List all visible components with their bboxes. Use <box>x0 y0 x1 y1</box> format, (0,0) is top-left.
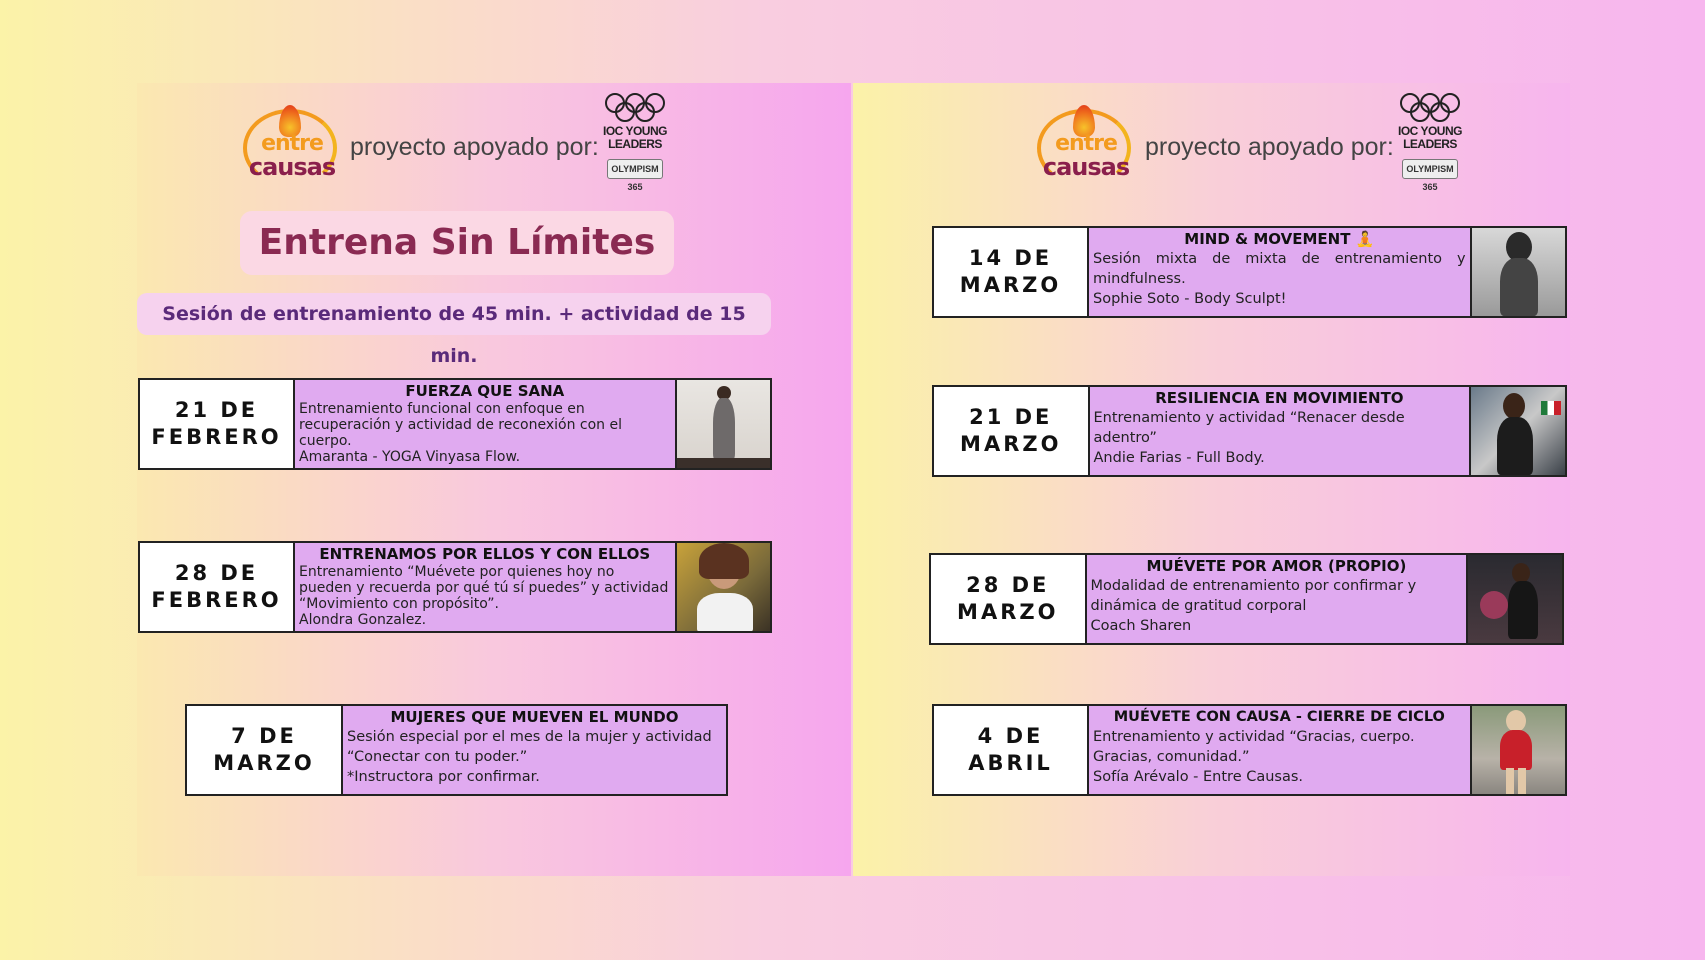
session-description: Sesión mixta de mixta de entrenamiento y mindfulness. <box>1093 251 1466 287</box>
session-card <box>932 704 1567 796</box>
session-description: Sesión especial por el mes de la mujer y actividad “Conectar con tu poder.” <box>347 729 712 765</box>
session-date: 21 DE MARZO <box>934 387 1090 475</box>
session-card <box>932 226 1567 318</box>
logo-text-causas: causas <box>1042 153 1130 181</box>
session-title: MUJERES QUE MUEVEN EL MUNDO <box>390 708 679 726</box>
instructor-photo <box>677 380 770 468</box>
instructor-photo <box>677 543 770 631</box>
olympic-rings-icon <box>1400 93 1460 121</box>
session-title: MUÉVETE CON CAUSA - CIERRE DE CICLO <box>1113 709 1445 725</box>
entre-causas-logo <box>241 105 341 187</box>
session-date: 7 DE MARZO <box>187 706 343 794</box>
instructor-photo <box>1468 555 1562 643</box>
session-description: Entrenamiento y actividad “Gracias, cuerpo. Gracias, comunidad.” <box>1093 729 1415 765</box>
session-date: 28 DE MARZO <box>931 555 1087 643</box>
session-instructor: Alondra Gonzalez. <box>299 612 427 628</box>
session-description: Entrenamiento “Muévete por quienes hoy no pueden y recuerda por qué tú sí puedes” y actividad “Movimiento con propósito”. <box>299 564 669 612</box>
instructor-photo <box>1472 228 1565 316</box>
session-instructor: Amaranta - YOGA Vinyasa Flow. <box>299 449 521 465</box>
ioc-label: IOC YOUNG LEADERS <box>603 124 667 151</box>
session-description: Entrenamiento y actividad “Renacer desde adentro” <box>1093 410 1405 446</box>
session-title: FUERZA QUE SANA <box>405 382 565 400</box>
session-date: 28 DE FEBRERO <box>140 543 295 631</box>
instructor-photo <box>1472 706 1565 794</box>
olympism-badge: OLYMPISM 365 <box>607 159 663 179</box>
header-right <box>853 93 1570 193</box>
session-title: MIND & MOVEMENT 🧘 <box>1184 230 1375 248</box>
ioc-label: IOC YOUNG LEADERS <box>1398 124 1462 151</box>
session-instructor: Sophie Soto - Body Sculpt! <box>1093 291 1287 307</box>
ioc-young-leaders-logo <box>1398 93 1462 193</box>
session-info <box>1087 555 1469 643</box>
logo-text-causas: causas <box>248 153 336 181</box>
right-panel <box>853 83 1570 876</box>
supported-by-text: proyecto apoyado por: <box>350 133 599 161</box>
session-info <box>295 380 677 468</box>
session-instructor: Sofía Arévalo - Entre Causas. <box>1093 769 1304 785</box>
supported-by-text: proyecto apoyado por: <box>1145 133 1394 161</box>
session-title: MUÉVETE POR AMOR (PROPIO) <box>1146 557 1407 575</box>
left-panel <box>137 83 851 876</box>
olympism-badge: OLYMPISM 365 <box>1402 159 1458 179</box>
session-card <box>185 704 728 796</box>
logo-text-entre: entre <box>1055 131 1117 156</box>
session-title: RESILIENCIA EN MOVIMIENTO <box>1155 389 1404 407</box>
session-card <box>138 541 772 633</box>
session-date: 21 DE FEBRERO <box>140 380 295 468</box>
page-subtitle: Sesión de entrenamiento de 45 min. + actividad de 15 min. <box>137 293 771 335</box>
logo-text-entre: entre <box>261 131 323 156</box>
session-instructor: *Instructora por confirmar. <box>347 769 540 785</box>
ioc-young-leaders-logo <box>603 93 667 193</box>
session-card <box>932 385 1567 477</box>
header-left <box>137 93 851 193</box>
session-instructor: Coach Sharen <box>1090 618 1192 634</box>
session-instructor: Andie Farias - Full Body. <box>1093 450 1265 466</box>
instructor-photo <box>1471 387 1565 475</box>
olympic-rings-icon <box>605 93 665 121</box>
session-description: Entrenamiento funcional con enfoque en recuperación y actividad de reconexión con el cuerpo. <box>299 401 622 449</box>
session-title: ENTRENAMOS POR ELLOS Y CON ELLOS <box>319 545 651 563</box>
session-info <box>1089 228 1472 316</box>
session-card <box>138 378 772 470</box>
session-info <box>343 706 726 794</box>
session-card <box>929 553 1564 645</box>
session-description: Modalidad de entrenamiento por confirmar y dinámica de gratitud corporal <box>1090 578 1417 614</box>
session-date: 4 DE ABRIL <box>934 706 1089 794</box>
session-info <box>1090 387 1472 475</box>
entre-causas-logo <box>1035 105 1135 187</box>
page-title: Entrena Sin Límites <box>240 211 674 275</box>
session-date: 14 DE MARZO <box>934 228 1089 316</box>
session-info <box>1089 706 1472 794</box>
session-info <box>295 543 677 631</box>
